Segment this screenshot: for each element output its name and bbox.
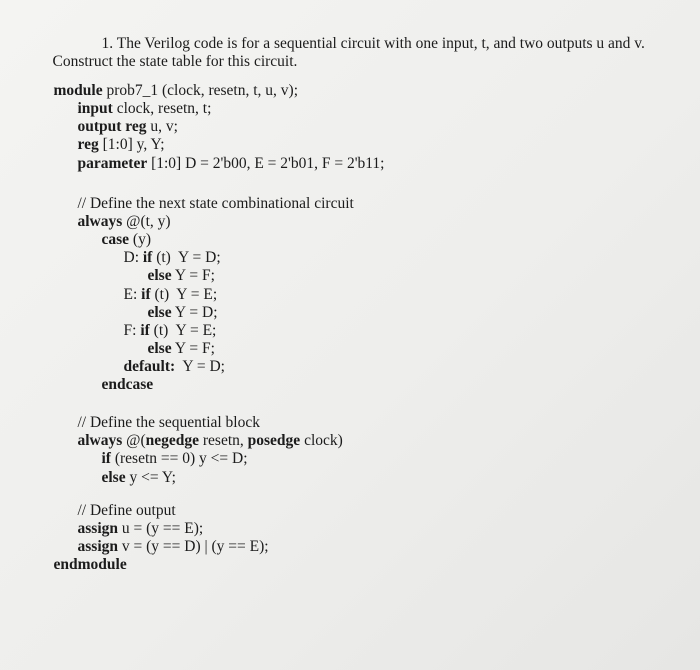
comment-text: // Define the sequential block	[77, 414, 260, 431]
keyword-endcase: endcase	[101, 376, 154, 393]
state-label-f: F:	[123, 322, 141, 339]
case-expr: (y)	[129, 231, 151, 248]
keyword-module: module	[53, 82, 103, 99]
code-endmodule	[38, 538, 127, 592]
keyword-assign: assign	[77, 538, 118, 555]
keyword-posedge: posedge	[247, 432, 301, 449]
problem-text-1: 1. The Verilog code is for a sequential circuit with one input, t, and two outputs u and v.	[101, 35, 645, 52]
comment-text: // Define output	[77, 502, 176, 519]
keyword-else: else	[147, 340, 172, 357]
else-body: Y = D;	[171, 304, 218, 321]
keyword-reg: reg	[77, 136, 99, 153]
keyword-always: always	[77, 213, 123, 230]
else-body: Y = F;	[171, 340, 215, 357]
keyword-default: default:	[123, 358, 176, 375]
reg-list: [1:0] y, Y;	[98, 136, 165, 153]
sensitivity-clock: clock)	[300, 432, 343, 449]
keyword-if: if	[142, 249, 153, 266]
sensitivity-open: @(	[122, 432, 146, 449]
assign-u-expr: u = (y == E);	[118, 520, 204, 537]
keyword-negedge: negedge	[145, 432, 199, 449]
if-body: (resetn == 0) y <= D;	[110, 450, 248, 467]
keyword-case: case	[101, 231, 130, 248]
problem-text-2: Construct the state table for this circuit.	[52, 53, 298, 70]
keyword-else: else	[147, 304, 172, 321]
else-body: y <= Y;	[125, 469, 176, 486]
keyword-input: input	[77, 100, 113, 117]
if-body: (t) Y = E;	[149, 322, 217, 339]
sensitivity-resetn: resetn,	[199, 432, 248, 449]
assign-v-expr: v = (y == D) | (y == E);	[118, 538, 269, 555]
if-body: (t) Y = E;	[150, 286, 218, 303]
sensitivity-list: @(t, y)	[122, 213, 171, 230]
else-body: Y = F;	[171, 267, 215, 284]
input-list: clock, resetn, t;	[112, 100, 212, 117]
keyword-if: if	[140, 322, 150, 339]
keyword-parameter: parameter	[77, 155, 148, 172]
keyword-else: else	[147, 267, 172, 284]
output-list: u, v;	[146, 118, 178, 135]
state-label-d: D:	[123, 249, 143, 266]
module-signature: prob7_1 (clock, resetn, t, u, v);	[102, 82, 299, 99]
keyword-endmodule: endmodule	[53, 556, 127, 573]
keyword-if: if	[101, 450, 111, 467]
keyword-always: always	[77, 432, 123, 449]
parameter-values: [1:0] D = 2'b00, E = 2'b01, F = 2'b11;	[147, 155, 385, 172]
keyword-else: else	[101, 469, 126, 486]
keyword-if: if	[141, 286, 151, 303]
comment-text: // Define the next state combinational circuit	[77, 195, 354, 212]
keyword-output-reg: output reg	[77, 118, 147, 135]
default-body: Y = D;	[175, 358, 225, 375]
state-label-e: E:	[123, 286, 142, 303]
keyword-assign: assign	[77, 520, 118, 537]
if-body: (t) Y = D;	[152, 249, 221, 266]
